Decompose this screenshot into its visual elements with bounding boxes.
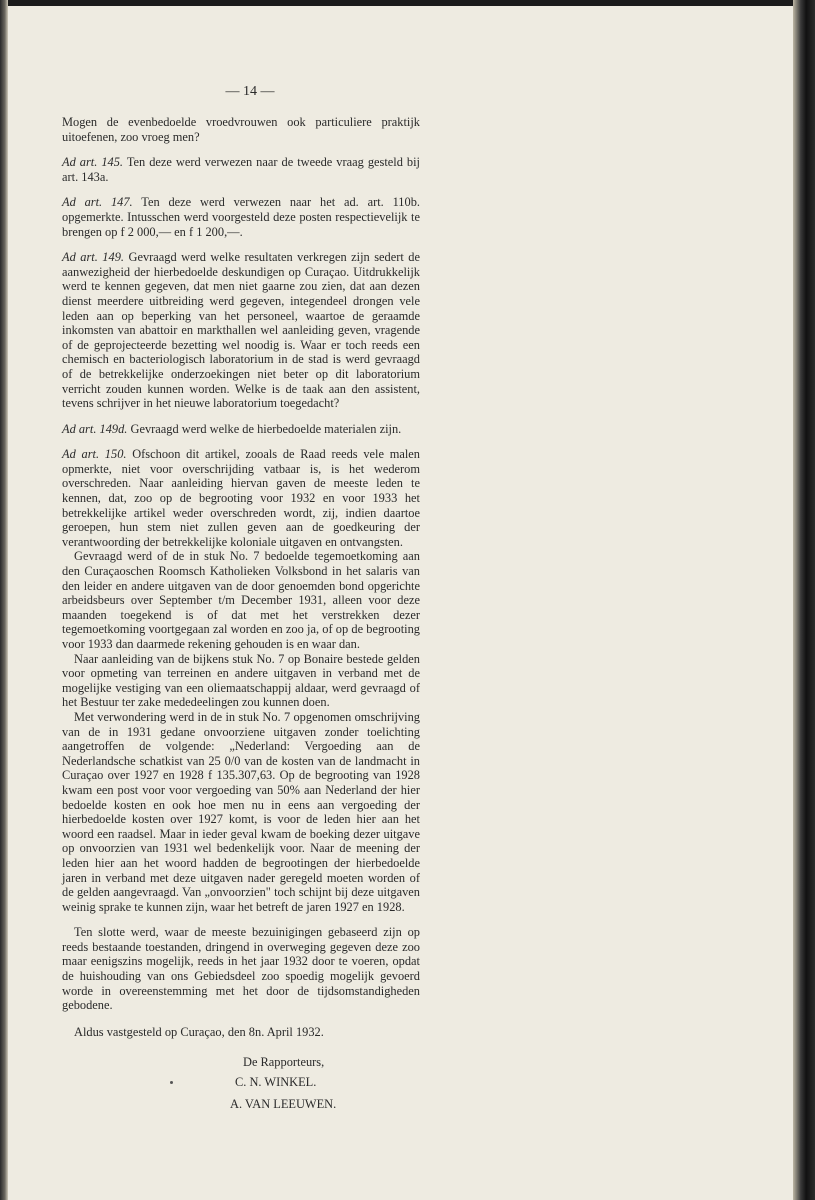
closing-line: Aldus vastgesteld op Curaçao, den 8n. April 1932. [74, 1024, 324, 1039]
signature-van-leeuwen: A. VAN LEEUWEN. [230, 1097, 337, 1111]
paragraph-conclusion: Ten slotte werd, waar de meeste bezuinigingen gebaseerd zijn op reeds bestaande toestanden, dringend in overweging gegeven deze zoo maar eenigszins mogelijk, reeds in het jaar 1932 door te voeren, opdat de huishouding van ons Gebiedsdeel zoo spoedig mogelijk gevoerd worde in overeenstemming met het door de tijdsomstandigheden gebodene. [62, 925, 420, 1013]
ink-speck [170, 1081, 173, 1084]
article-ref: Ad art. 150. [62, 447, 127, 462]
signature-winkel: C. N. WINKEL. [235, 1075, 317, 1089]
paragraph-volksbond: Gevraagd werd of de in stuk No. 7 bedoelde tegemoetkoming aan den Curaçaoschen Roomsch Katholieken Volksbond in het salaris van den leider en andere uitgaven van de door genoemden bond opgerichte arbeidsbeurs over September t/m December 1931, alleen voor deze maanden toegekend is of dat met het verstrekken dezer tegemoetkoming voortgegaan zal worden en zoo ja, of op de begrooting voor 1933 dan daarmede rekening gehouden is en waar dan. [62, 549, 420, 651]
scan-left-edge [0, 0, 8, 1200]
paragraph-text: Gevraagd werd welke resultaten verkregen zijn sedert de aanwezigheid der hierbedoelde deskundigen op Curaçao. Uitdrukkelijk werd te kennen gegeven, dat men niet gaarne zou zien, dat aan dezen dienst meerdere uitbreiding werd gegeven, integendeel drongen vele leden aan op beperking van het personeel, waartoe de geraamde inkomsten van abattoir en markthallen wel aanleiding geven, vragende of de geprojecteerde bezetting wel noodig is. Waar er toch reeds een chemisch en bacteriologisch laboratorium in de stad is werd gevraagd of de betrekkelijke onderzoekingen niet beter op dit laboratorium verricht zouden kunnen worden. Welke is de taak aan den assistent, tevens schrijver in het nieuwe laboratorium toegedacht? [62, 250, 421, 411]
paragraph-art-147 [62, 195, 420, 239]
paragraph-art-145 [62, 155, 420, 184]
paragraph-art-149d [62, 422, 420, 437]
page-number: — 14 — [225, 84, 275, 99]
paragraph-art-149 [62, 250, 420, 411]
document-body [62, 115, 420, 1050]
paragraph-question: Mogen de evenbedoelde vroedvrouwen ook particuliere praktijk uitoefenen, zoo vroeg men? [62, 115, 420, 144]
paragraph-text: Ten deze werd verwezen naar de tweede vraag gesteld bij art. 143a. [62, 155, 421, 184]
paragraph-text: Ten deze werd verwezen naar het ad. art. 110b. opgemerkte. Intusschen werd voorgesteld deze posten respectievelijk te brengen op f 2 000,— en f 1 200,—. [62, 195, 420, 239]
article-ref: Ad art. 149. [62, 250, 124, 265]
article-ref: Ad art. 147. [62, 195, 133, 210]
scan-right-edge [793, 0, 815, 1200]
article-ref: Ad art. 145. [62, 155, 124, 170]
paragraph-bonaire: Naar aanleiding van de bijkens stuk No. 7 op Bonaire bestede gelden voor opmeting van terreinen en andere uitgaven in verband met de mogelijke vestiging van een oliemaatschappij aldaar, werd gevraagd of het Bestuur ter zake mededeelingen zou kunnen doen. [62, 651, 420, 710]
article-ref: Ad art. 149d. [62, 421, 128, 436]
paragraph-onvoorzien: Met verwondering werd in de in stuk No. 7 opgenomen omschrijving van de in 1931 gedane onvoorziene uitgaven zonder toelichting aangetroffen de volgende: „Nederland: Vergoeding aan de Nederlandsche schatkist van 25 0/0 van de kosten van de landmacht in Curaçao over 1927 en 1928 f 135.307,63. Op de begrooting van 1928 kwam een post voor voor vergoeding van 50% aan Nederland der hier bedoelde kosten en ook hoe men nu in eens aan vergoeding der hierbedoelde kosten over 1927 komt, is voor de leden hier aan het woord een raadsel. Maar in ieder geval kwam de boeking dezer uitgave op onvoorzien van 1931 wel bedenkelijk voor. Naar de meening der leden hier aan het woord hadden de begrootingen der hierbedoelde jaren in verband met deze uitgaven nader geregeld moeten worden of de gelden aangevraagd. Van „onvoorzien" toch schijnt bij deze uitgaven weinig sprake te kunnen zijn, waar het betreft de jaren 1927 en 1928. [62, 709, 420, 914]
paragraph-text: Gevraagd werd welke de hierbedoelde materialen zijn. [127, 421, 402, 436]
paragraph-art-150 [62, 447, 420, 549]
rapporteurs-heading: De Rapporteurs, [243, 1055, 325, 1069]
paragraph-text: Ofschoon dit artikel, zooals de Raad reeds vele malen opmerkte, niet voor overschrijding vatbaar is, is het wederom overschreden. Naar aanleiding hiervan gaven de meeste leden te kennen, dat, zoo op de begrooting voor 1932 en voor 1933 het betrekkelijke artikel weder overschreden wordt, zij, indien daartoe geroepen, hun stem niet zullen geven aan de goedkeuring der verantwoording der betrekkelijke koloniale uitgaven en ontvangsten. [62, 447, 420, 549]
